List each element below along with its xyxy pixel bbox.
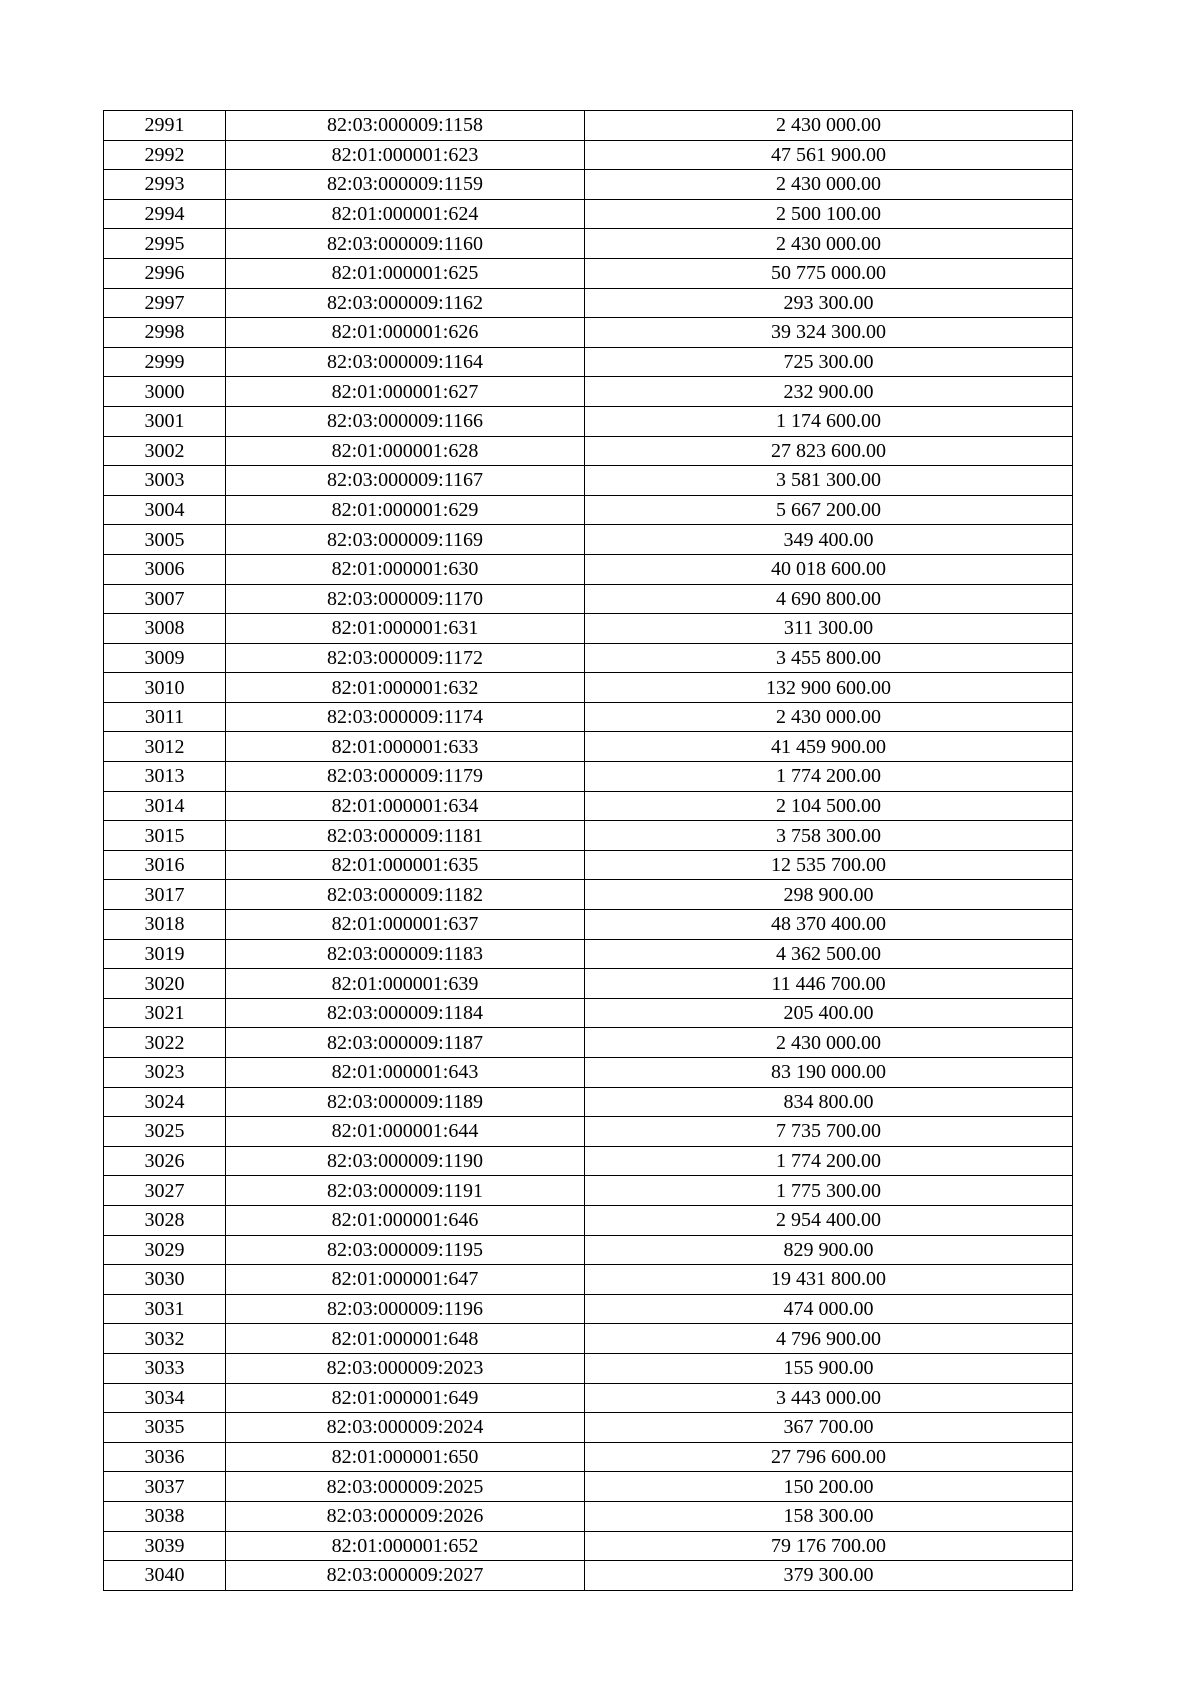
row-number-cell: 2996 xyxy=(104,258,226,288)
cadastral-value-cell: 3 758 300.00 xyxy=(585,821,1073,851)
cadastral-value-cell: 367 700.00 xyxy=(585,1413,1073,1443)
table-row xyxy=(104,1176,1073,1206)
cadastral-value-cell: 3 581 300.00 xyxy=(585,466,1073,496)
table-row xyxy=(104,969,1073,999)
cadastral-number-cell: 82:01:000001:639 xyxy=(226,969,585,999)
table-row xyxy=(104,762,1073,792)
cadastral-number-cell: 82:01:000001:646 xyxy=(226,1205,585,1235)
cadastral-number-cell: 82:03:000009:2023 xyxy=(226,1353,585,1383)
cadastral-value-cell: 829 900.00 xyxy=(585,1235,1073,1265)
cadastral-number-cell: 82:01:000001:626 xyxy=(226,318,585,348)
cadastral-number-cell: 82:03:000009:1167 xyxy=(226,466,585,496)
cadastral-value-cell: 79 176 700.00 xyxy=(585,1531,1073,1561)
row-number-cell: 2993 xyxy=(104,170,226,200)
cadastral-value-cell: 12 535 700.00 xyxy=(585,850,1073,880)
table-row xyxy=(104,554,1073,584)
row-number-cell: 3028 xyxy=(104,1205,226,1235)
row-number-cell: 3017 xyxy=(104,880,226,910)
row-number-cell: 2998 xyxy=(104,318,226,348)
table-row xyxy=(104,229,1073,259)
table-row xyxy=(104,199,1073,229)
cadastral-number-cell: 82:03:000009:2024 xyxy=(226,1413,585,1443)
row-number-cell: 3027 xyxy=(104,1176,226,1206)
cadastral-number-cell: 82:03:000009:1164 xyxy=(226,347,585,377)
row-number-cell: 3040 xyxy=(104,1561,226,1591)
cadastral-value-cell: 205 400.00 xyxy=(585,998,1073,1028)
row-number-cell: 2999 xyxy=(104,347,226,377)
cadastral-value-cell: 3 443 000.00 xyxy=(585,1383,1073,1413)
cadastral-value-cell: 474 000.00 xyxy=(585,1294,1073,1324)
table-row xyxy=(104,1146,1073,1176)
table-row xyxy=(104,318,1073,348)
row-number-cell: 3004 xyxy=(104,495,226,525)
cadastral-number-cell: 82:01:000001:632 xyxy=(226,673,585,703)
table-row xyxy=(104,850,1073,880)
table-row xyxy=(104,495,1073,525)
cadastral-number-cell: 82:03:000009:2025 xyxy=(226,1472,585,1502)
row-number-cell: 3015 xyxy=(104,821,226,851)
row-number-cell: 3011 xyxy=(104,702,226,732)
table-row xyxy=(104,1294,1073,1324)
cadastral-value-cell: 293 300.00 xyxy=(585,288,1073,318)
cadastral-value-cell: 41 459 900.00 xyxy=(585,732,1073,762)
row-number-cell: 3023 xyxy=(104,1058,226,1088)
row-number-cell: 3035 xyxy=(104,1413,226,1443)
cadastral-value-cell: 83 190 000.00 xyxy=(585,1058,1073,1088)
table-row xyxy=(104,998,1073,1028)
cadastral-number-cell: 82:03:000009:1179 xyxy=(226,762,585,792)
table-body xyxy=(104,111,1073,1591)
cadastral-number-cell: 82:01:000001:630 xyxy=(226,554,585,584)
table-row xyxy=(104,1265,1073,1295)
cadastral-value-cell: 3 455 800.00 xyxy=(585,643,1073,673)
row-number-cell: 3000 xyxy=(104,377,226,407)
cadastral-number-cell: 82:03:000009:1195 xyxy=(226,1235,585,1265)
cadastral-value-cell: 2 430 000.00 xyxy=(585,170,1073,200)
table-row xyxy=(104,821,1073,851)
row-number-cell: 3010 xyxy=(104,673,226,703)
table-row xyxy=(104,939,1073,969)
cadastral-number-cell: 82:01:000001:625 xyxy=(226,258,585,288)
row-number-cell: 3013 xyxy=(104,762,226,792)
cadastral-value-cell: 11 446 700.00 xyxy=(585,969,1073,999)
row-number-cell: 3012 xyxy=(104,732,226,762)
table-row xyxy=(104,1058,1073,1088)
cadastral-value-cell: 1 774 200.00 xyxy=(585,762,1073,792)
cadastral-value-cell: 298 900.00 xyxy=(585,880,1073,910)
cadastral-number-cell: 82:01:000001:624 xyxy=(226,199,585,229)
cadastral-number-cell: 82:01:000001:652 xyxy=(226,1531,585,1561)
cadastral-number-cell: 82:01:000001:629 xyxy=(226,495,585,525)
row-number-cell: 2992 xyxy=(104,140,226,170)
cadastral-value-cell: 379 300.00 xyxy=(585,1561,1073,1591)
table-row xyxy=(104,1472,1073,1502)
cadastral-number-cell: 82:03:000009:2027 xyxy=(226,1561,585,1591)
table-row xyxy=(104,436,1073,466)
row-number-cell: 3016 xyxy=(104,850,226,880)
table-row xyxy=(104,643,1073,673)
cadastral-value-cell: 2 430 000.00 xyxy=(585,702,1073,732)
cadastral-number-cell: 82:01:000001:633 xyxy=(226,732,585,762)
table-row xyxy=(104,1117,1073,1147)
row-number-cell: 3039 xyxy=(104,1531,226,1561)
cadastral-value-cell: 2 104 500.00 xyxy=(585,791,1073,821)
cadastral-value-cell: 2 500 100.00 xyxy=(585,199,1073,229)
cadastral-value-cell: 50 775 000.00 xyxy=(585,258,1073,288)
table-row xyxy=(104,1205,1073,1235)
table-row xyxy=(104,170,1073,200)
row-number-cell: 3036 xyxy=(104,1442,226,1472)
table-row xyxy=(104,1561,1073,1591)
table-row xyxy=(104,406,1073,436)
cadastral-value-cell: 4 690 800.00 xyxy=(585,584,1073,614)
cadastral-value-cell: 1 774 200.00 xyxy=(585,1146,1073,1176)
cadastral-number-cell: 82:01:000001:634 xyxy=(226,791,585,821)
row-number-cell: 3001 xyxy=(104,406,226,436)
row-number-cell: 3021 xyxy=(104,998,226,1028)
cadastral-number-cell: 82:03:000009:1169 xyxy=(226,525,585,555)
table-row xyxy=(104,584,1073,614)
table-row xyxy=(104,1235,1073,1265)
cadastral-number-cell: 82:03:000009:1162 xyxy=(226,288,585,318)
cadastral-number-cell: 82:03:000009:2026 xyxy=(226,1501,585,1531)
cadastral-value-cell: 2 954 400.00 xyxy=(585,1205,1073,1235)
cadastral-number-cell: 82:01:000001:635 xyxy=(226,850,585,880)
cadastral-value-cell: 158 300.00 xyxy=(585,1501,1073,1531)
cadastral-value-cell: 19 431 800.00 xyxy=(585,1265,1073,1295)
row-number-cell: 3007 xyxy=(104,584,226,614)
cadastral-number-cell: 82:03:000009:1160 xyxy=(226,229,585,259)
table-row xyxy=(104,347,1073,377)
cadastral-value-cell: 1 775 300.00 xyxy=(585,1176,1073,1206)
table-row xyxy=(104,258,1073,288)
cadastral-value-cell: 27 796 600.00 xyxy=(585,1442,1073,1472)
cadastral-value-cell: 725 300.00 xyxy=(585,347,1073,377)
table-row xyxy=(104,1087,1073,1117)
row-number-cell: 3020 xyxy=(104,969,226,999)
cadastral-number-cell: 82:01:000001:623 xyxy=(226,140,585,170)
cadastral-number-cell: 82:03:000009:1190 xyxy=(226,1146,585,1176)
table-row xyxy=(104,614,1073,644)
row-number-cell: 3008 xyxy=(104,614,226,644)
cadastral-value-cell: 48 370 400.00 xyxy=(585,910,1073,940)
cadastral-number-cell: 82:03:000009:1166 xyxy=(226,406,585,436)
row-number-cell: 3029 xyxy=(104,1235,226,1265)
row-number-cell: 3025 xyxy=(104,1117,226,1147)
table-row xyxy=(104,1353,1073,1383)
cadastral-number-cell: 82:03:000009:1184 xyxy=(226,998,585,1028)
table-row xyxy=(104,732,1073,762)
table-row xyxy=(104,791,1073,821)
row-number-cell: 3026 xyxy=(104,1146,226,1176)
table-row xyxy=(104,288,1073,318)
row-number-cell: 2995 xyxy=(104,229,226,259)
cadastral-value-cell: 4 362 500.00 xyxy=(585,939,1073,969)
row-number-cell: 3006 xyxy=(104,554,226,584)
row-number-cell: 3014 xyxy=(104,791,226,821)
table-row xyxy=(104,1442,1073,1472)
table-row xyxy=(104,702,1073,732)
cadastral-number-cell: 82:01:000001:647 xyxy=(226,1265,585,1295)
cadastral-value-cell: 27 823 600.00 xyxy=(585,436,1073,466)
table-row xyxy=(104,910,1073,940)
table-row xyxy=(104,1324,1073,1354)
row-number-cell: 3009 xyxy=(104,643,226,673)
cadastral-number-cell: 82:01:000001:649 xyxy=(226,1383,585,1413)
table-row xyxy=(104,1531,1073,1561)
cadastral-value-cell: 132 900 600.00 xyxy=(585,673,1073,703)
cadastral-number-cell: 82:01:000001:631 xyxy=(226,614,585,644)
cadastral-value-cell: 311 300.00 xyxy=(585,614,1073,644)
cadastral-number-cell: 82:03:000009:1174 xyxy=(226,702,585,732)
table-row xyxy=(104,1383,1073,1413)
cadastral-value-cell: 40 018 600.00 xyxy=(585,554,1073,584)
cadastral-value-cell: 150 200.00 xyxy=(585,1472,1073,1502)
cadastral-number-cell: 82:03:000009:1191 xyxy=(226,1176,585,1206)
cadastral-number-cell: 82:03:000009:1181 xyxy=(226,821,585,851)
table-row xyxy=(104,1028,1073,1058)
row-number-cell: 3031 xyxy=(104,1294,226,1324)
cadastral-number-cell: 82:03:000009:1158 xyxy=(226,111,585,141)
row-number-cell: 3037 xyxy=(104,1472,226,1502)
row-number-cell: 3002 xyxy=(104,436,226,466)
cadastral-number-cell: 82:01:000001:644 xyxy=(226,1117,585,1147)
cadastral-value-cell: 2 430 000.00 xyxy=(585,1028,1073,1058)
cadastral-number-cell: 82:03:000009:1182 xyxy=(226,880,585,910)
cadastral-value-cell: 349 400.00 xyxy=(585,525,1073,555)
cadastral-value-cell: 155 900.00 xyxy=(585,1353,1073,1383)
cadastral-value-cell: 47 561 900.00 xyxy=(585,140,1073,170)
table-row xyxy=(104,525,1073,555)
cadastral-value-cell: 232 900.00 xyxy=(585,377,1073,407)
cadastral-value-table xyxy=(103,110,1073,1591)
row-number-cell: 3032 xyxy=(104,1324,226,1354)
cadastral-number-cell: 82:01:000001:627 xyxy=(226,377,585,407)
cadastral-value-cell: 5 667 200.00 xyxy=(585,495,1073,525)
cadastral-number-cell: 82:03:000009:1189 xyxy=(226,1087,585,1117)
cadastral-number-cell: 82:01:000001:648 xyxy=(226,1324,585,1354)
cadastral-number-cell: 82:03:000009:1187 xyxy=(226,1028,585,1058)
cadastral-number-cell: 82:01:000001:650 xyxy=(226,1442,585,1472)
cadastral-number-cell: 82:01:000001:628 xyxy=(226,436,585,466)
row-number-cell: 2994 xyxy=(104,199,226,229)
row-number-cell: 3030 xyxy=(104,1265,226,1295)
cadastral-value-cell: 4 796 900.00 xyxy=(585,1324,1073,1354)
cadastral-number-cell: 82:01:000001:637 xyxy=(226,910,585,940)
cadastral-value-cell: 2 430 000.00 xyxy=(585,111,1073,141)
table-row xyxy=(104,880,1073,910)
cadastral-number-cell: 82:03:000009:1172 xyxy=(226,643,585,673)
table-row xyxy=(104,111,1073,141)
cadastral-number-cell: 82:03:000009:1196 xyxy=(226,1294,585,1324)
table-row xyxy=(104,466,1073,496)
row-number-cell: 3003 xyxy=(104,466,226,496)
table-row xyxy=(104,1413,1073,1443)
cadastral-number-cell: 82:03:000009:1170 xyxy=(226,584,585,614)
table-row xyxy=(104,140,1073,170)
cadastral-number-cell: 82:03:000009:1159 xyxy=(226,170,585,200)
row-number-cell: 3005 xyxy=(104,525,226,555)
row-number-cell: 3024 xyxy=(104,1087,226,1117)
row-number-cell: 3034 xyxy=(104,1383,226,1413)
cadastral-value-cell: 7 735 700.00 xyxy=(585,1117,1073,1147)
table-row xyxy=(104,1501,1073,1531)
row-number-cell: 3038 xyxy=(104,1501,226,1531)
table-row xyxy=(104,377,1073,407)
table-row xyxy=(104,673,1073,703)
row-number-cell: 2997 xyxy=(104,288,226,318)
cadastral-number-cell: 82:01:000001:643 xyxy=(226,1058,585,1088)
row-number-cell: 3019 xyxy=(104,939,226,969)
row-number-cell: 3018 xyxy=(104,910,226,940)
cadastral-value-cell: 834 800.00 xyxy=(585,1087,1073,1117)
row-number-cell: 2991 xyxy=(104,111,226,141)
cadastral-number-cell: 82:03:000009:1183 xyxy=(226,939,585,969)
cadastral-value-cell: 1 174 600.00 xyxy=(585,406,1073,436)
row-number-cell: 3022 xyxy=(104,1028,226,1058)
row-number-cell: 3033 xyxy=(104,1353,226,1383)
cadastral-value-cell: 39 324 300.00 xyxy=(585,318,1073,348)
cadastral-value-cell: 2 430 000.00 xyxy=(585,229,1073,259)
